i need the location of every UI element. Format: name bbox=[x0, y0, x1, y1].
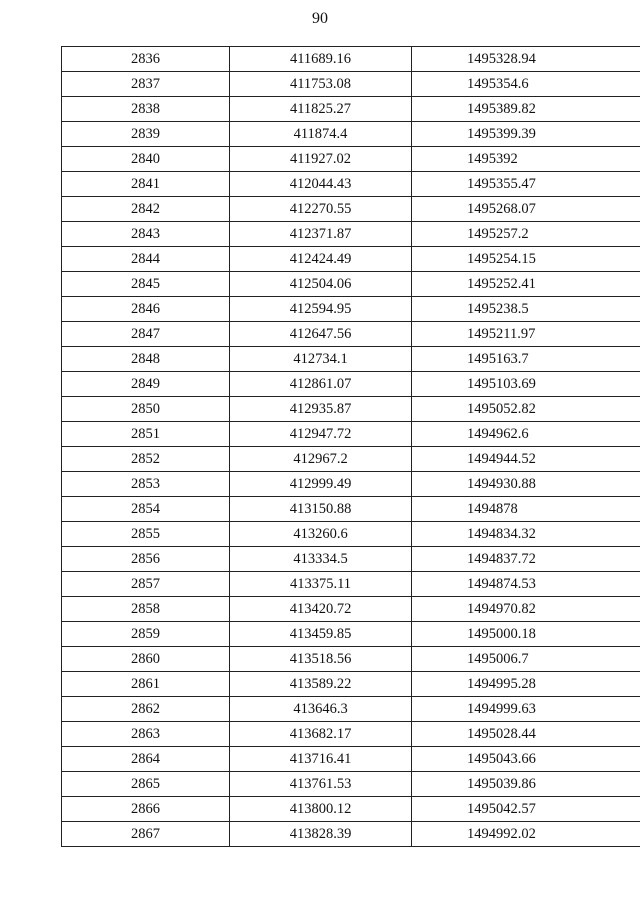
x-coordinate-cell: 413828.39 bbox=[230, 822, 412, 847]
x-coordinate-cell: 412504.06 bbox=[230, 272, 412, 297]
table-row bbox=[62, 347, 640, 372]
point-number-cell: 2836 bbox=[62, 47, 230, 72]
x-coordinate-cell: 412999.49 bbox=[230, 472, 412, 497]
y-coordinate-cell: 1495392 bbox=[412, 147, 640, 172]
point-number-cell: 2847 bbox=[62, 322, 230, 347]
point-number-cell: 2867 bbox=[62, 822, 230, 847]
y-coordinate-cell: 1495399.39 bbox=[412, 122, 640, 147]
x-coordinate-cell: 413334.5 bbox=[230, 547, 412, 572]
point-number-cell: 2857 bbox=[62, 572, 230, 597]
table-row bbox=[62, 397, 640, 422]
point-number-cell: 2846 bbox=[62, 297, 230, 322]
y-coordinate-cell: 1494837.72 bbox=[412, 547, 640, 572]
y-coordinate-cell: 1495043.66 bbox=[412, 747, 640, 772]
table-row bbox=[62, 522, 640, 547]
y-coordinate-cell: 1495211.97 bbox=[412, 322, 640, 347]
x-coordinate-cell: 412044.43 bbox=[230, 172, 412, 197]
table-row bbox=[62, 722, 640, 747]
point-number-cell: 2852 bbox=[62, 447, 230, 472]
table-row bbox=[62, 47, 640, 72]
table-row bbox=[62, 772, 640, 797]
y-coordinate-cell: 1495006.7 bbox=[412, 647, 640, 672]
x-coordinate-cell: 413761.53 bbox=[230, 772, 412, 797]
table-row bbox=[62, 222, 640, 247]
x-coordinate-cell: 413420.72 bbox=[230, 597, 412, 622]
table-row bbox=[62, 797, 640, 822]
y-coordinate-cell: 1495039.86 bbox=[412, 772, 640, 797]
table-row bbox=[62, 297, 640, 322]
y-coordinate-cell: 1495000.18 bbox=[412, 622, 640, 647]
x-coordinate-cell: 411753.08 bbox=[230, 72, 412, 97]
y-coordinate-cell: 1495252.41 bbox=[412, 272, 640, 297]
y-coordinate-cell: 1495354.6 bbox=[412, 72, 640, 97]
table-row bbox=[62, 672, 640, 697]
point-number-cell: 2839 bbox=[62, 122, 230, 147]
y-coordinate-cell: 1494962.6 bbox=[412, 422, 640, 447]
point-number-cell: 2850 bbox=[62, 397, 230, 422]
y-coordinate-cell: 1494944.52 bbox=[412, 447, 640, 472]
table-row bbox=[62, 822, 640, 847]
x-coordinate-cell: 413716.41 bbox=[230, 747, 412, 772]
y-coordinate-cell: 1495268.07 bbox=[412, 197, 640, 222]
x-coordinate-cell: 411927.02 bbox=[230, 147, 412, 172]
table-row bbox=[62, 147, 640, 172]
point-number-cell: 2859 bbox=[62, 622, 230, 647]
table-row bbox=[62, 172, 640, 197]
y-coordinate-cell: 1494999.63 bbox=[412, 697, 640, 722]
table-row bbox=[62, 322, 640, 347]
table-row bbox=[62, 697, 640, 722]
point-number-cell: 2838 bbox=[62, 97, 230, 122]
x-coordinate-cell: 412861.07 bbox=[230, 372, 412, 397]
point-number-cell: 2849 bbox=[62, 372, 230, 397]
x-coordinate-cell: 413260.6 bbox=[230, 522, 412, 547]
table-row bbox=[62, 422, 640, 447]
point-number-cell: 2860 bbox=[62, 647, 230, 672]
table-row bbox=[62, 497, 640, 522]
x-coordinate-cell: 412594.95 bbox=[230, 297, 412, 322]
y-coordinate-cell: 1494995.28 bbox=[412, 672, 640, 697]
x-coordinate-cell: 413459.85 bbox=[230, 622, 412, 647]
table-row bbox=[62, 247, 640, 272]
table-row bbox=[62, 372, 640, 397]
y-coordinate-cell: 1495103.69 bbox=[412, 372, 640, 397]
x-coordinate-cell: 411874.4 bbox=[230, 122, 412, 147]
table-row bbox=[62, 272, 640, 297]
table-row bbox=[62, 547, 640, 572]
y-coordinate-cell: 1495238.5 bbox=[412, 297, 640, 322]
y-coordinate-cell: 1494878 bbox=[412, 497, 640, 522]
table-row bbox=[62, 647, 640, 672]
y-coordinate-cell: 1495163.7 bbox=[412, 347, 640, 372]
point-number-cell: 2845 bbox=[62, 272, 230, 297]
x-coordinate-cell: 413375.11 bbox=[230, 572, 412, 597]
point-number-cell: 2841 bbox=[62, 172, 230, 197]
table-row bbox=[62, 747, 640, 772]
point-number-cell: 2843 bbox=[62, 222, 230, 247]
table-row bbox=[62, 447, 640, 472]
x-coordinate-cell: 413150.88 bbox=[230, 497, 412, 522]
x-coordinate-cell: 412967.2 bbox=[230, 447, 412, 472]
point-number-cell: 2864 bbox=[62, 747, 230, 772]
table-row bbox=[62, 97, 640, 122]
point-number-cell: 2844 bbox=[62, 247, 230, 272]
y-coordinate-cell: 1495254.15 bbox=[412, 247, 640, 272]
page-number: 90 bbox=[312, 10, 328, 27]
y-coordinate-cell: 1494970.82 bbox=[412, 597, 640, 622]
point-number-cell: 2854 bbox=[62, 497, 230, 522]
point-number-cell: 2837 bbox=[62, 72, 230, 97]
table-row bbox=[62, 622, 640, 647]
table-body bbox=[62, 47, 640, 847]
y-coordinate-cell: 1494874.53 bbox=[412, 572, 640, 597]
point-number-cell: 2848 bbox=[62, 347, 230, 372]
y-coordinate-cell: 1495355.47 bbox=[412, 172, 640, 197]
x-coordinate-cell: 412647.56 bbox=[230, 322, 412, 347]
point-number-cell: 2853 bbox=[62, 472, 230, 497]
point-number-cell: 2861 bbox=[62, 672, 230, 697]
y-coordinate-cell: 1494930.88 bbox=[412, 472, 640, 497]
y-coordinate-cell: 1495257.2 bbox=[412, 222, 640, 247]
y-coordinate-cell: 1495052.82 bbox=[412, 397, 640, 422]
y-coordinate-cell: 1494834.32 bbox=[412, 522, 640, 547]
point-number-cell: 2858 bbox=[62, 597, 230, 622]
x-coordinate-cell: 412935.87 bbox=[230, 397, 412, 422]
point-number-cell: 2856 bbox=[62, 547, 230, 572]
table-row bbox=[62, 122, 640, 147]
x-coordinate-cell: 412371.87 bbox=[230, 222, 412, 247]
x-coordinate-cell: 413589.22 bbox=[230, 672, 412, 697]
y-coordinate-cell: 1494992.02 bbox=[412, 822, 640, 847]
x-coordinate-cell: 411825.27 bbox=[230, 97, 412, 122]
point-number-cell: 2851 bbox=[62, 422, 230, 447]
y-coordinate-cell: 1495042.57 bbox=[412, 797, 640, 822]
point-number-cell: 2863 bbox=[62, 722, 230, 747]
x-coordinate-cell: 413800.12 bbox=[230, 797, 412, 822]
point-number-cell: 2842 bbox=[62, 197, 230, 222]
y-coordinate-cell: 1495028.44 bbox=[412, 722, 640, 747]
table-row bbox=[62, 572, 640, 597]
x-coordinate-cell: 411689.16 bbox=[230, 47, 412, 72]
point-number-cell: 2866 bbox=[62, 797, 230, 822]
point-number-cell: 2865 bbox=[62, 772, 230, 797]
y-coordinate-cell: 1495389.82 bbox=[412, 97, 640, 122]
x-coordinate-cell: 413646.3 bbox=[230, 697, 412, 722]
table-row bbox=[62, 597, 640, 622]
table-row bbox=[62, 72, 640, 97]
x-coordinate-cell: 412734.1 bbox=[230, 347, 412, 372]
x-coordinate-cell: 412424.49 bbox=[230, 247, 412, 272]
point-number-cell: 2862 bbox=[62, 697, 230, 722]
x-coordinate-cell: 413682.17 bbox=[230, 722, 412, 747]
point-number-cell: 2840 bbox=[62, 147, 230, 172]
coordinate-table bbox=[61, 46, 640, 847]
point-number-cell: 2855 bbox=[62, 522, 230, 547]
table-row bbox=[62, 197, 640, 222]
x-coordinate-cell: 412947.72 bbox=[230, 422, 412, 447]
x-coordinate-cell: 412270.55 bbox=[230, 197, 412, 222]
y-coordinate-cell: 1495328.94 bbox=[412, 47, 640, 72]
x-coordinate-cell: 413518.56 bbox=[230, 647, 412, 672]
table-row bbox=[62, 472, 640, 497]
